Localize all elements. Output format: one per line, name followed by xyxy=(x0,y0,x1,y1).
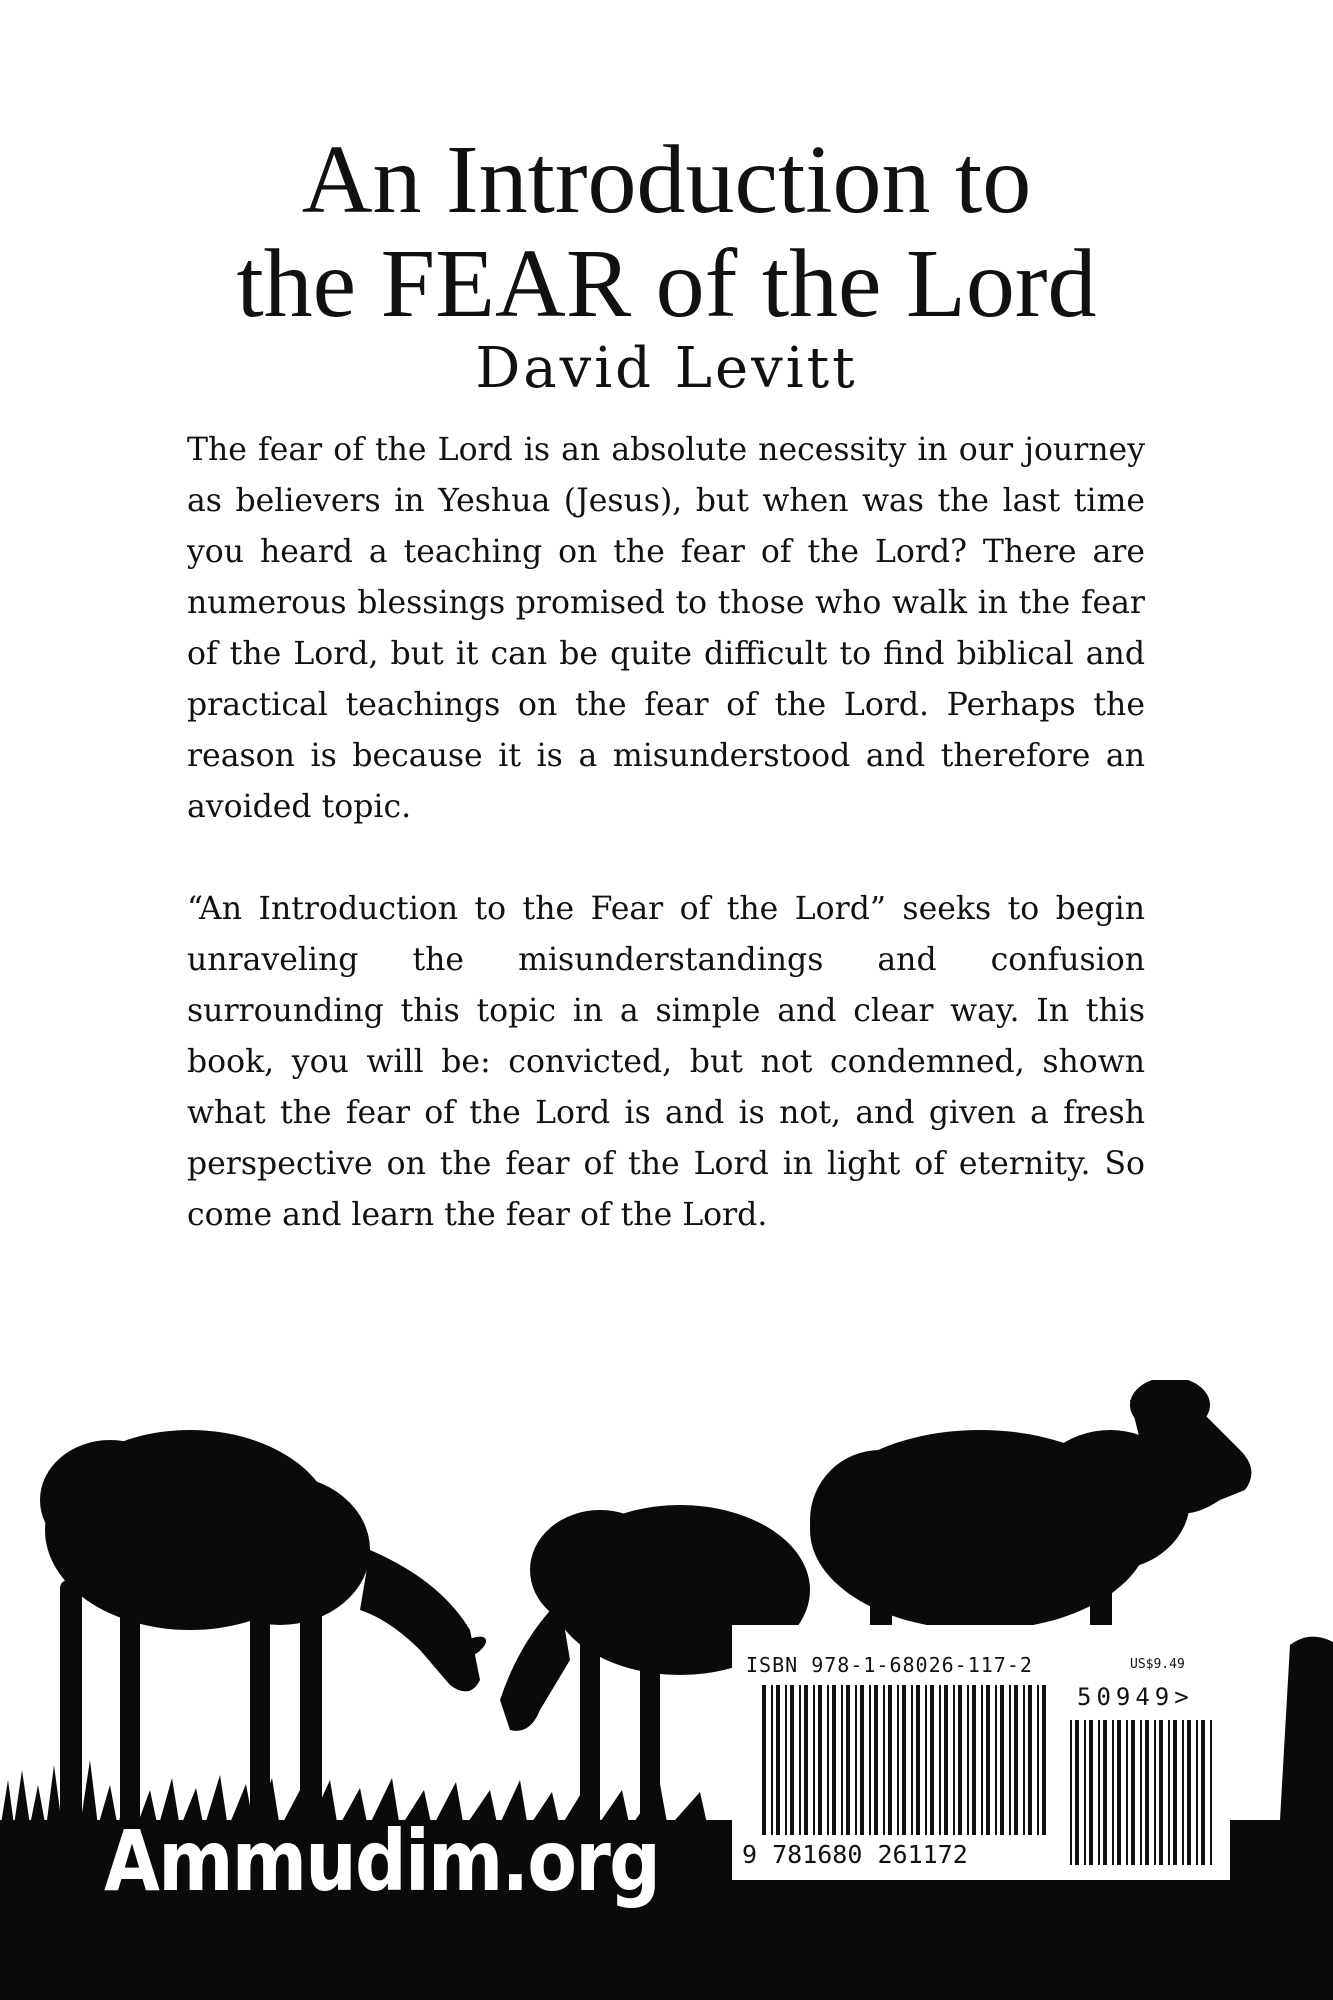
description-paragraph-2: “An Introduction to the Fear of the Lord” seeks to begin unraveling the misunderstandings and confusion surrounding this topic in a simple and clear way. In this book, you will be: convicted, but not condemned, shown what the fear of the Lord is and is not, and given a fresh perspective on the fear of the Lord in light of eternity. So come and learn the fear of the Lord. xyxy=(187,891,1145,1233)
barcode-bar xyxy=(1126,1720,1128,1865)
author-name: David Levitt xyxy=(475,336,858,401)
barcode-bar xyxy=(888,1685,892,1835)
barcode-bar xyxy=(841,1685,843,1835)
barcode-bar xyxy=(944,1685,948,1835)
sheep-silhouette-edge xyxy=(1280,1637,1333,1820)
barcode-bar xyxy=(804,1685,808,1835)
description-paragraph-1: The fear of the Lord is an absolute necessity in our journey as believers in Yeshua (Jesus), but when was the last time you heard a teaching on the fear of the Lord? There are numerous blessings promised to those who walk in the fear of the Lord, but it can be quite difficult to find biblical and practical teachings on the fear of the Lord. Perhaps the reason is because it is a misunderstood and therefore an avoided topic. xyxy=(187,432,1145,825)
barcode-bar xyxy=(916,1685,920,1835)
barcode-bar xyxy=(1084,1720,1086,1865)
barcode-bar xyxy=(1028,1685,1032,1835)
barcode-bar xyxy=(832,1685,836,1835)
barcode-bar xyxy=(1140,1720,1142,1865)
book-title xyxy=(0,128,1333,336)
barcode-bar xyxy=(986,1685,990,1835)
barcode-bar xyxy=(1075,1720,1079,1865)
barcode-bar xyxy=(1098,1720,1100,1865)
barcode-bar xyxy=(1112,1720,1114,1865)
barcode-bar xyxy=(1182,1720,1184,1865)
sheep-silhouette-left xyxy=(40,1430,490,1840)
barcode-bar xyxy=(1117,1720,1121,1865)
barcode-bar xyxy=(995,1685,997,1835)
barcode-bar xyxy=(1014,1685,1018,1835)
barcode-bar xyxy=(869,1685,871,1835)
book-title-line-2: the FEAR of the Lord xyxy=(236,230,1097,338)
barcode-bar xyxy=(930,1685,934,1835)
barcode-bar xyxy=(1131,1720,1135,1865)
barcode-bar xyxy=(1009,1685,1011,1835)
addon-digits: 50949> xyxy=(1077,1683,1194,1711)
barcode-bar xyxy=(1070,1720,1072,1865)
barcode-bar xyxy=(1159,1720,1163,1865)
barcode-bar xyxy=(939,1685,941,1835)
barcode-bar xyxy=(1154,1720,1156,1865)
barcode-bar xyxy=(1168,1720,1170,1865)
barcode-bar xyxy=(874,1685,878,1835)
barcode-bar xyxy=(911,1685,913,1835)
barcode-bar xyxy=(790,1685,794,1835)
barcode-bar xyxy=(785,1685,787,1835)
barcode-bar xyxy=(827,1685,829,1835)
barcode-bar xyxy=(897,1685,899,1835)
barcode-bar xyxy=(1000,1685,1004,1835)
barcode-bar xyxy=(762,1685,766,1835)
barcode-bar xyxy=(958,1685,962,1835)
barcode-bar xyxy=(1173,1720,1177,1865)
barcode-bar xyxy=(1103,1720,1107,1865)
barcode-bar xyxy=(883,1685,885,1835)
barcode-box xyxy=(732,1625,1230,1880)
barcode-bar xyxy=(1037,1685,1039,1835)
website-url: Ammudim.org xyxy=(104,1812,660,1910)
barcode-bar xyxy=(771,1685,773,1835)
barcode-bar xyxy=(925,1685,927,1835)
barcode-bar xyxy=(1210,1720,1212,1865)
barcode-bar xyxy=(1023,1685,1025,1835)
barcode-bar xyxy=(846,1685,850,1835)
book-description xyxy=(187,425,1145,1292)
barcode-bar xyxy=(972,1685,976,1835)
barcode-bar xyxy=(981,1685,983,1835)
barcode-bar xyxy=(1089,1720,1093,1865)
book-title-line-1: An Introduction to xyxy=(301,126,1032,234)
barcode-bar xyxy=(813,1685,815,1835)
barcode-bar xyxy=(860,1685,864,1835)
barcode-bar xyxy=(818,1685,822,1835)
barcode-bar xyxy=(902,1685,906,1835)
barcode-bar xyxy=(967,1685,969,1835)
ean-digits: 9 781680 261172 xyxy=(742,1840,968,1869)
barcode-bar xyxy=(799,1685,801,1835)
barcode-bar xyxy=(1042,1685,1046,1835)
barcode-bar xyxy=(1145,1720,1149,1865)
barcode-bar xyxy=(1196,1720,1198,1865)
barcode-bar xyxy=(953,1685,955,1835)
barcode-bar xyxy=(1187,1720,1191,1865)
barcode-bar xyxy=(855,1685,857,1835)
barcode-bar xyxy=(1201,1720,1205,1865)
price-label: US$9.49 xyxy=(1130,1657,1185,1672)
barcode-bar xyxy=(776,1685,780,1835)
isbn-label: ISBN 978-1-68026-117-2 xyxy=(746,1653,1033,1677)
